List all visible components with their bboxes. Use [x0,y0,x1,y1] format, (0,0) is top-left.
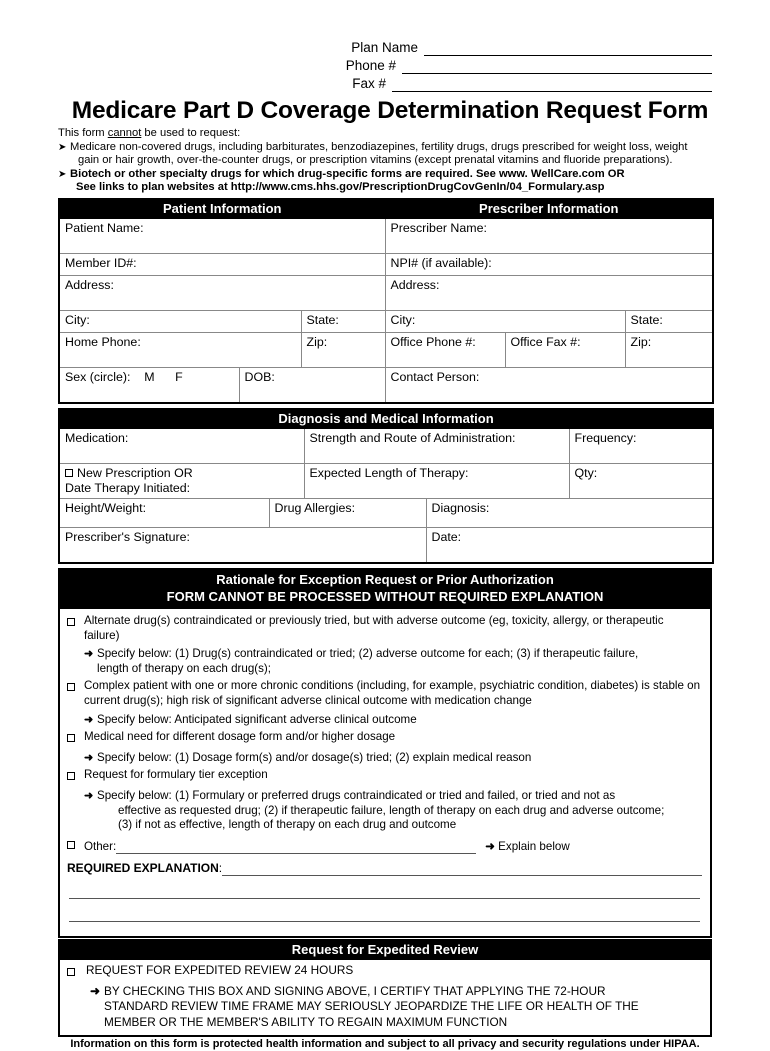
intro-bullet-2-line2[interactable]: See links to plan websites at http://www.cms.hhs.gov/PrescriptionDrugCovGenIn/04_Formulary.asp [76,180,605,193]
rationale-header-row [59,569,711,609]
npi-field[interactable]: NPI# (if available): [385,254,713,276]
patient-info-header: Patient Information [59,199,385,219]
rationale-item-2[interactable] [67,679,702,708]
rationale-table [58,568,712,938]
other-label: Other: [84,839,117,853]
patient-city-field[interactable]: City: [59,311,301,333]
rationale-checkbox-2[interactable] [67,683,75,691]
bullet-arrow-icon: ➤ [58,168,67,180]
expedited-certify-line3: MEMBER OR THE MEMBER'S ABILITY TO REGAIN MAXIMUM FUNCTION [104,1014,508,1029]
intro-lead-after: be used to request: [141,127,241,139]
contact-person-field[interactable]: Contact Person: [385,368,713,404]
intro-lead-before: This form [58,127,108,139]
dob-field[interactable]: DOB: [239,368,385,404]
rationale-body-row [59,609,711,937]
intro-lead [58,127,712,140]
phone-label: Phone # [345,58,396,73]
rationale-section-header [59,569,711,609]
rationale-item-4[interactable] [67,768,702,785]
intro-bullet-1-line1: Medicare non-covered drugs, including barbiturates, benzodiazepines, fertility drugs, drugs prescribed for weight loss, weight [70,141,688,154]
prescriber-address-field[interactable]: Address: [385,276,713,311]
page-title: Medicare Part D Coverage Determination Request Form [71,97,709,124]
explain-arrow-icon: ➜ [485,839,495,853]
rationale-header-line2: FORM CANNOT BE PROCESSED WITHOUT REQUIRED EXPLANATION [166,588,604,604]
rationale-specify-4-text [97,789,702,833]
patient-address-field[interactable]: Address: [59,276,385,311]
other-checkbox-wrap [67,839,84,855]
plan-name-input[interactable] [424,42,712,56]
home-phone-field[interactable]: Home Phone: [59,333,301,368]
rationale-item-3-text: Medical need for different dosage form and/or higher dosage [84,730,396,744]
table-row-signature [59,528,713,564]
plan-header [0,0,770,94]
rationale-checkbox-4[interactable] [67,772,75,780]
intro-bullet-1-text [70,141,712,167]
qty-field[interactable]: Qty: [569,464,713,499]
rationale-checkbox-1[interactable] [67,618,75,626]
prescriber-zip-field[interactable]: Zip: [625,333,713,368]
rationale-checkbox-1-wrap [67,614,84,631]
rationale-item-1-text: Alternate drug(s) contraindicated or previously tried, but with adverse outcome (eg, toxicity, allergy, or therapeutic failure) [84,614,664,642]
prescriber-signature-field[interactable]: Prescriber's Signature: [59,528,426,564]
required-explanation-label-text: REQUIRED EXPLANATION [67,861,219,876]
intro-bullet-2-line1: Biotech or other specialty drugs for which drug-specific forms are required. See www. WellCare.com OR [70,167,625,180]
frequency-field[interactable]: Frequency: [569,429,713,464]
intro-block [0,127,770,194]
medication-field[interactable]: Medication: [59,429,304,464]
specify-arrow-icon: ➜ [84,648,94,661]
rationale-specify-4-line2: effective as requested drug; (2) if therapeutic failure, length of therapy on each drug and adverse outcome; [118,803,665,817]
patient-prescriber-table [58,198,714,404]
prescriber-state-field[interactable]: State: [625,311,713,333]
rationale-checkbox-3-wrap [67,730,84,747]
expedited-checkbox[interactable] [67,968,75,976]
rationale-header-line1: Rationale for Exception Request or Prior Authorization [216,572,554,588]
rationale-specify-3-text: Specify below: (1) Dosage form(s) and/or dosage(s) tried; (2) explain medical reason [97,750,532,764]
signature-date-field[interactable]: Date: [426,528,713,564]
drug-allergies-field[interactable]: Drug Allergies: [269,499,426,528]
explanation-spacer [67,922,702,934]
new-prescription-label: New Prescription OR [77,466,193,481]
hipaa-footer-note: Information on this form is protected health information and subject to all privacy and security regulations under HIPAA. [70,1037,700,1050]
prescriber-name-field[interactable]: Prescriber Name: [385,219,713,254]
rationale-checkbox-4-wrap [67,768,84,785]
explanation-line-2[interactable] [69,884,700,899]
expedited-certify-line2: STANDARD REVIEW TIME FRAME MAY SERIOUSLY JEOPARDIZE THE LIFE OR HEALTH OF THE [104,999,639,1014]
rationale-item-2-text: Complex patient with one or more chronic conditions (including, for example, psychiatric condition, diabetes) is stable on current drug(s); high risk of significant adverse clinical outcome with medication change [84,679,701,707]
phone-row [346,58,712,74]
expedited-section-header: Request for Expedited Review [59,940,711,960]
phone-input[interactable] [402,60,712,74]
rationale-specify-1-line2: length of therapy on each drug(s); [97,661,272,675]
rationale-specify-4-line1: Specify below: (1) Formulary or preferred drugs contraindicated or tried and failed, or tried and not as [97,788,616,802]
diagnosis-section-header: Diagnosis and Medical Information [59,409,713,429]
expedited-certify-text [104,984,702,1030]
required-explanation-row [67,861,702,876]
required-explanation-label [67,861,222,876]
office-phone-field[interactable]: Office Phone #: [385,333,505,368]
table-row-name [59,219,713,254]
fax-input[interactable] [392,78,712,92]
member-id-field[interactable]: Member ID#: [59,254,385,276]
certify-arrow-icon: ➜ [90,984,100,999]
diagnosis-field[interactable]: Diagnosis: [426,499,713,528]
fax-label: Fax # [352,76,386,91]
other-input[interactable] [116,841,476,854]
rationale-specify-1 [67,647,702,676]
rationale-checkbox-2-wrap [67,679,84,696]
rationale-specify-4-line3: (3) if not as effective, length of therapy on each drug and outcome [118,818,457,832]
required-explanation-colon: : [218,861,223,876]
table-row-city [59,311,713,333]
specify-arrow-icon: ➜ [84,751,94,764]
explain-below-note [476,840,570,855]
expedited-certify-line1: BY CHECKING THIS BOX AND SIGNING ABOVE, I CERTIFY THAT APPLYING THE 72-HOUR [104,984,606,999]
intro-bullet-1-line2: gain or hair growth, over-the-counter drugs, or prescription vitamins (except prenatal vitamins and fluoride preparations). [78,154,673,167]
specify-arrow-icon: ➜ [84,789,94,802]
table-row-medication [59,429,713,464]
table-row-sex-dob [59,368,713,404]
fax-row [352,76,712,92]
rationale-specify-3 [67,751,702,766]
diagnosis-header-row [59,409,713,429]
plan-name-row [351,40,712,56]
rationale-item-1[interactable] [67,614,702,643]
patient-zip-field[interactable]: Zip: [301,333,385,368]
expedited-body-row [59,959,711,1035]
height-weight-field[interactable]: Height/Weight: [59,499,269,528]
expedited-table [58,939,712,1037]
specify-arrow-icon: ➜ [84,713,94,726]
table-row-phone [59,333,713,368]
diagnosis-table [58,408,714,564]
patient-state-field[interactable]: State: [301,311,385,333]
prescriber-info-header: Prescriber Information [385,199,713,219]
rationale-checkbox-3[interactable] [67,734,75,742]
new-prescription-checkbox[interactable] [65,469,73,477]
rationale-item-4-text: Request for formulary tier exception [84,768,268,782]
sex-field[interactable] [59,368,239,404]
rationale-specify-4 [67,789,702,833]
table-row-vitals [59,499,713,528]
table-row-prescription [59,464,713,499]
rationale-specify-2 [67,713,702,728]
intro-bullet-2 [58,168,712,194]
sex-label: Sex (circle): [65,370,131,385]
other-checkbox[interactable] [67,841,75,849]
required-explanation-input[interactable] [222,862,702,876]
section-header-row [59,199,713,219]
other-row [67,839,702,855]
expedited-checkbox-wrap [67,963,86,980]
rationale-specify-1-text [97,647,702,676]
intro-lead-emphasis: cannot [107,127,142,139]
rationale-body [59,609,711,937]
plan-name-label: Plan Name [351,40,418,55]
table-row-address [59,276,713,311]
office-fax-field[interactable]: Office Fax #: [505,333,625,368]
prescriber-city-field[interactable]: City: [385,311,625,333]
expedited-body [59,959,711,1035]
bullet-arrow-icon: ➤ [58,142,67,154]
explanation-line-3[interactable] [69,907,700,922]
intro-bullet-2-text [70,168,712,194]
new-prescription-field[interactable] [59,464,304,499]
rationale-specify-1-line1: Specify below: (1) Drug(s) contraindicated or tried; (2) adverse outcome for each; (3) if therapeutic failure, [97,647,639,661]
rationale-item-3[interactable] [67,730,702,747]
patient-name-field[interactable]: Patient Name: [59,219,385,254]
expedited-certify [67,984,702,1030]
explain-below-text: Explain below [498,839,570,853]
strength-route-field[interactable]: Strength and Route of Administration: [304,429,569,464]
expedited-checkbox-label: REQUEST FOR EXPEDITED REVIEW 24 HOURS [86,962,354,977]
date-therapy-initiated-label[interactable]: Date Therapy Initiated: [65,481,191,496]
table-row-id [59,254,713,276]
rationale-content [60,609,710,936]
sex-option-female[interactable]: F [175,370,183,385]
expedited-header-row [59,940,711,960]
expedited-request-item[interactable] [67,963,702,980]
expected-length-field[interactable]: Expected Length of Therapy: [304,464,569,499]
intro-bullet-1 [58,141,712,167]
sex-option-male[interactable]: M [144,370,155,385]
rationale-specify-2-text: Specify below: Anticipated significant adverse clinical outcome [97,712,417,726]
